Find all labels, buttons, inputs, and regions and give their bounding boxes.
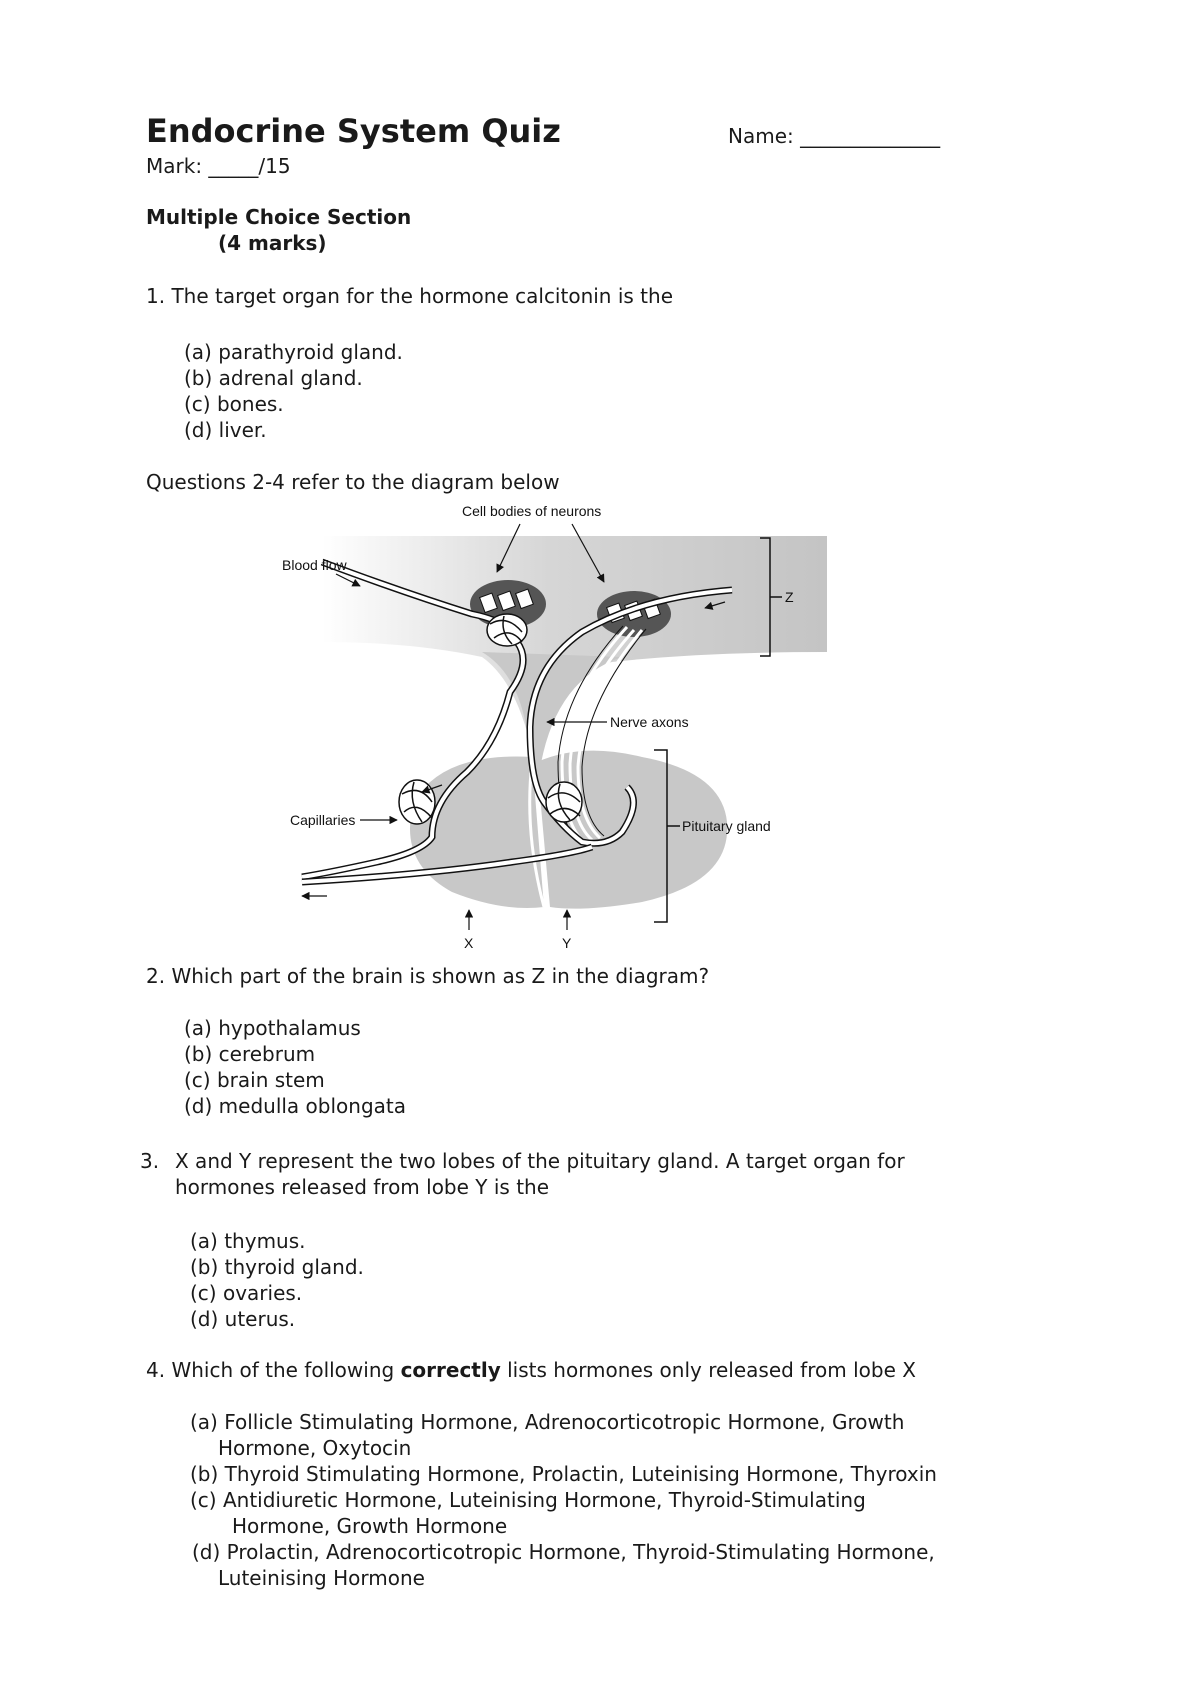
- q1-option-a: (a) parathyroid gland.: [184, 340, 403, 364]
- label-z: Z: [785, 589, 794, 605]
- hypothalamus-region: [322, 536, 827, 752]
- question-3-number: 3.: [140, 1149, 160, 1173]
- capillary-network-right: [546, 782, 582, 822]
- q1-option-d: (d) liver.: [184, 418, 267, 442]
- q3-option-a: (a) thymus.: [190, 1229, 306, 1253]
- q1-option-c: (c) bones.: [184, 392, 284, 416]
- q4-option-c-line2: Hormone, Growth Hormone: [232, 1514, 508, 1538]
- q4-option-a-line2: Hormone, Oxytocin: [218, 1436, 412, 1460]
- pituitary-diagram: [282, 502, 842, 960]
- question-3-stem-line1: X and Y represent the two lobes of the pituitary gland. A target organ for: [175, 1149, 905, 1173]
- q4-stem-post: lists hormones only released from lobe X: [500, 1358, 916, 1382]
- q3-option-b: (b) thyroid gland.: [190, 1255, 364, 1279]
- diagram-intro: Questions 2-4 refer to the diagram below: [146, 470, 560, 494]
- q2-option-c: (c) brain stem: [184, 1068, 325, 1092]
- question-4-stem: [146, 1358, 916, 1382]
- mark-field: Mark: _____/15: [146, 154, 291, 178]
- q1-option-b: (b) adrenal gland.: [184, 366, 363, 390]
- section-marks: (4 marks): [218, 231, 327, 255]
- q2-option-d: (d) medulla oblongata: [184, 1094, 406, 1118]
- question-2-stem: 2. Which part of the brain is shown as Z in the diagram?: [146, 964, 710, 988]
- question-1-stem: 1. The target organ for the hormone calcitonin is the: [146, 284, 673, 308]
- q4-stem-bold: correctly: [400, 1358, 501, 1382]
- q4-option-b: (b) Thyroid Stimulating Hormone, Prolactin, Luteinising Hormone, Thyroxin: [190, 1462, 937, 1486]
- q4-option-a-line1: (a) Follicle Stimulating Hormone, Adrenocorticotropic Hormone, Growth: [190, 1410, 905, 1434]
- label-y: Y: [562, 935, 572, 951]
- q4-option-d-line1: (d) Prolactin, Adrenocorticotropic Hormone, Thyroid-Stimulating Hormone,: [192, 1540, 935, 1564]
- q4-option-d-line2: Luteinising Hormone: [218, 1566, 425, 1590]
- quiz-title: Endocrine System Quiz: [146, 112, 561, 150]
- label-pituitary: Pituitary gland: [682, 818, 771, 834]
- name-field: Name: ______________: [728, 124, 941, 148]
- capillary-network-top: [487, 614, 527, 646]
- q3-option-d: (d) uterus.: [190, 1307, 296, 1331]
- q4-option-c-line1: (c) Antidiuretic Hormone, Luteinising Hormone, Thyroid-Stimulating: [190, 1488, 866, 1512]
- capillary-network-left: [399, 780, 435, 824]
- label-cell-bodies: Cell bodies of neurons: [462, 503, 602, 519]
- label-x: X: [464, 935, 474, 951]
- label-nerve-axons: Nerve axons: [610, 714, 689, 730]
- section-title: Multiple Choice Section: [146, 205, 412, 229]
- label-blood-flow: Blood flow: [282, 557, 347, 573]
- question-3-stem-line2: hormones released from lobe Y is the: [175, 1175, 550, 1199]
- q2-option-a: (a) hypothalamus: [184, 1016, 361, 1040]
- q2-option-b: (b) cerebrum: [184, 1042, 316, 1066]
- q4-stem-pre: 4. Which of the following: [146, 1358, 401, 1382]
- label-capillaries: Capillaries: [290, 812, 356, 828]
- q3-option-c: (c) ovaries.: [190, 1281, 303, 1305]
